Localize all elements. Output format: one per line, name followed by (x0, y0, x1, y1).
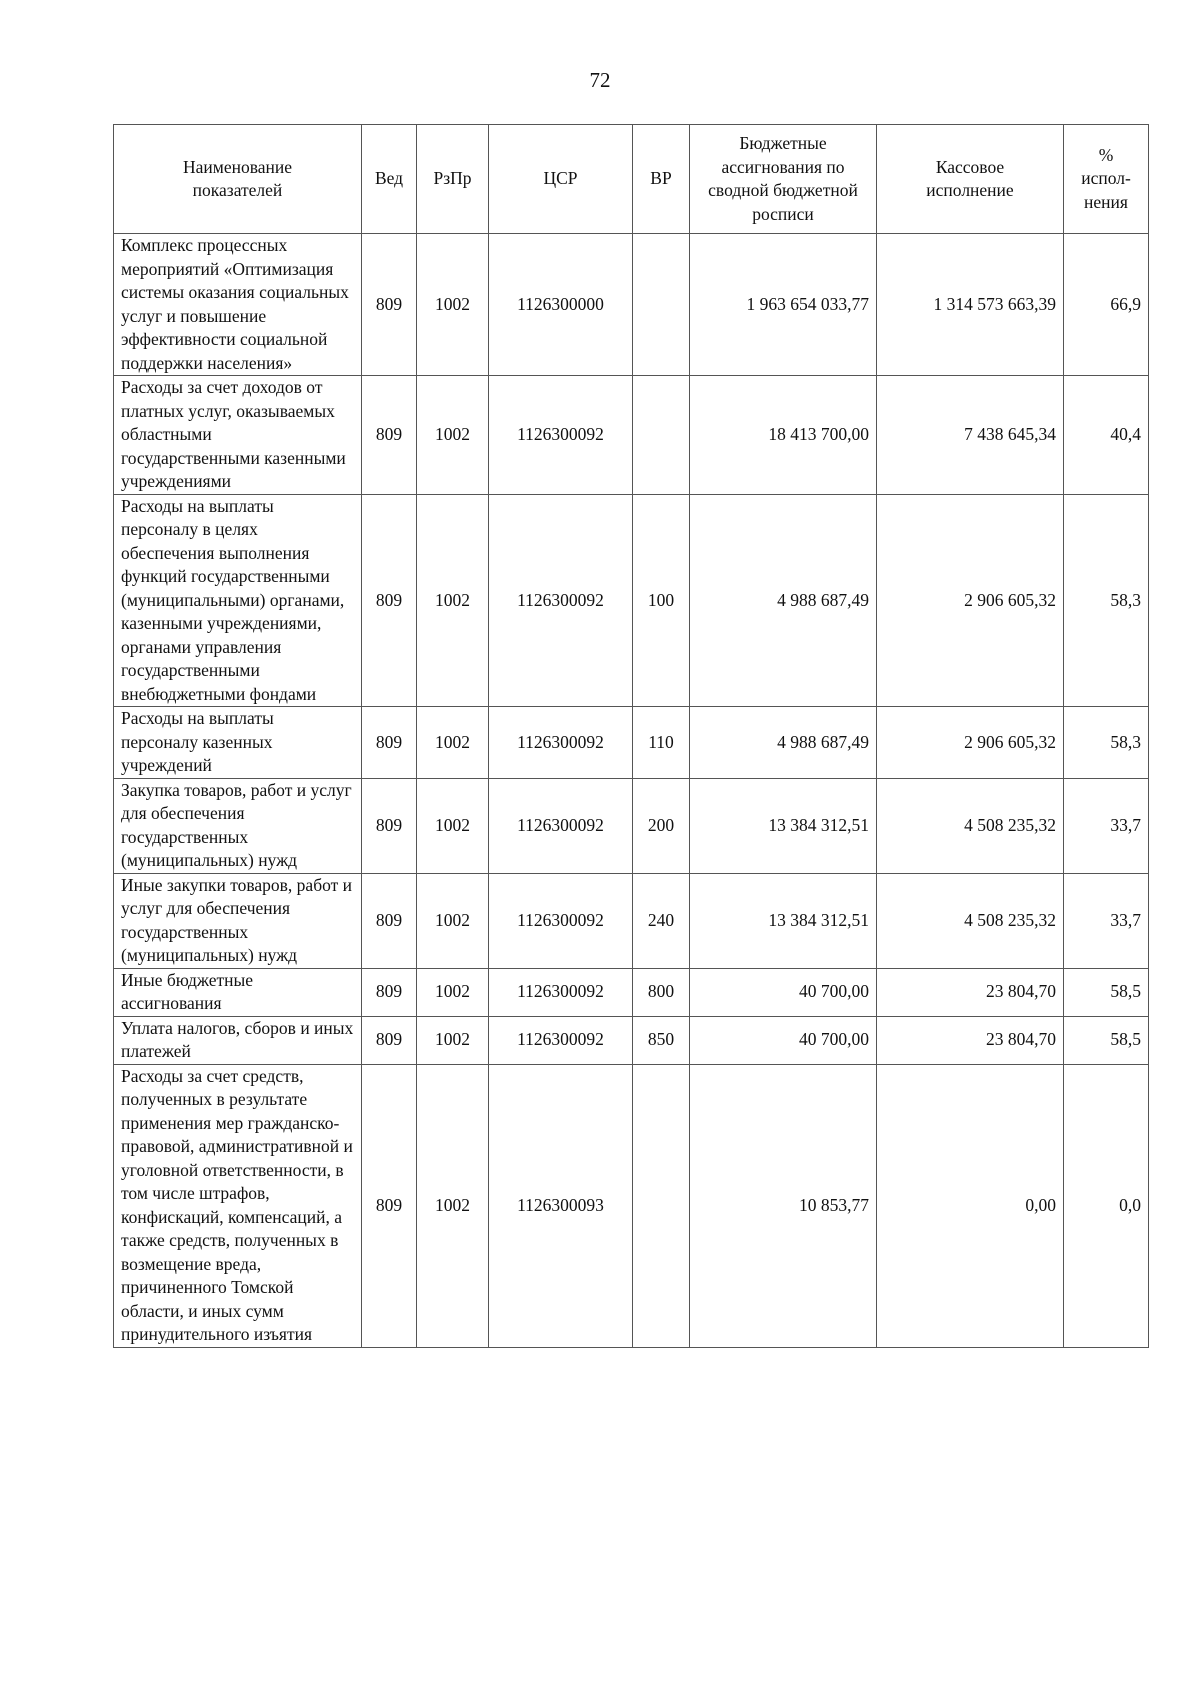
cell-name: Комплекс процессных мероприятий «Оптимизация системы оказания социальных услуг и повышение эффективности социальной поддержки населения» (114, 234, 362, 376)
table-row (114, 873, 1149, 968)
cell-pct: 58,5 (1064, 1016, 1149, 1064)
cell-csr: 1126300092 (489, 1016, 633, 1064)
page-number: 72 (589, 68, 611, 92)
cell-ved: 809 (362, 778, 417, 873)
table-row (114, 376, 1149, 495)
cell-vr: 800 (633, 968, 690, 1016)
cell-csr: 1126300092 (489, 968, 633, 1016)
cell-pct: 58,5 (1064, 968, 1149, 1016)
header-pct: % испол-нения (1064, 125, 1149, 234)
table-row (114, 1016, 1149, 1064)
header-ved: Вед (362, 125, 417, 234)
cell-csr: 1126300092 (489, 873, 633, 968)
cell-plan: 40 700,00 (690, 1016, 877, 1064)
cell-plan: 13 384 312,51 (690, 873, 877, 968)
table-row (114, 494, 1149, 707)
cell-name: Иные бюджетные ассигнования (114, 968, 362, 1016)
header-csr: ЦСР (489, 125, 633, 234)
table-row (114, 707, 1149, 779)
cell-fact: 4 508 235,32 (877, 873, 1064, 968)
cell-csr: 1126300092 (489, 494, 633, 707)
cell-rzpr: 1002 (417, 494, 489, 707)
cell-rzpr: 1002 (417, 873, 489, 968)
cell-name: Расходы за счет доходов от платных услуг, оказываемых областными государственными казенными учреждениями (114, 376, 362, 495)
cell-name: Уплата налогов, сборов и иных платежей (114, 1016, 362, 1064)
table-body (114, 234, 1149, 1348)
cell-rzpr: 1002 (417, 376, 489, 495)
cell-ved: 809 (362, 376, 417, 495)
cell-rzpr: 1002 (417, 1016, 489, 1064)
cell-csr: 1126300092 (489, 707, 633, 779)
cell-fact: 1 314 573 663,39 (877, 234, 1064, 376)
table-row (114, 968, 1149, 1016)
cell-plan: 40 700,00 (690, 968, 877, 1016)
cell-fact: 2 906 605,32 (877, 707, 1064, 779)
cell-vr (633, 1064, 690, 1347)
cell-fact: 2 906 605,32 (877, 494, 1064, 707)
cell-rzpr: 1002 (417, 1064, 489, 1347)
header-fact: Кассовое исполнение (877, 125, 1064, 234)
cell-pct: 58,3 (1064, 707, 1149, 779)
cell-ved: 809 (362, 234, 417, 376)
budget-table (113, 124, 1149, 1348)
cell-csr: 1126300000 (489, 234, 633, 376)
cell-rzpr: 1002 (417, 778, 489, 873)
cell-plan: 10 853,77 (690, 1064, 877, 1347)
cell-name: Иные закупки товаров, работ и услуг для обеспечения государственных (муниципальных) нужд (114, 873, 362, 968)
cell-ved: 809 (362, 968, 417, 1016)
header-vr: ВР (633, 125, 690, 234)
cell-pct: 58,3 (1064, 494, 1149, 707)
cell-ved: 809 (362, 707, 417, 779)
header-plan: Бюджетные ассигнования по сводной бюджетной росписи (690, 125, 877, 234)
cell-vr: 100 (633, 494, 690, 707)
cell-ved: 809 (362, 494, 417, 707)
cell-name: Расходы на выплаты персоналу в целях обеспечения выполнения функций государственными (муниципальными) органами, казенными учреждениями, органами управления государственными внебюджетными фондами (114, 494, 362, 707)
cell-name: Расходы на выплаты персоналу казенных учреждений (114, 707, 362, 779)
cell-plan: 4 988 687,49 (690, 494, 877, 707)
cell-plan: 1 963 654 033,77 (690, 234, 877, 376)
header-rzpr: РзПр (417, 125, 489, 234)
table-row (114, 234, 1149, 376)
cell-ved: 809 (362, 1064, 417, 1347)
cell-fact: 7 438 645,34 (877, 376, 1064, 495)
cell-name: Закупка товаров, работ и услуг для обеспечения государственных (муниципальных) нужд (114, 778, 362, 873)
cell-vr: 200 (633, 778, 690, 873)
cell-csr: 1126300092 (489, 376, 633, 495)
cell-fact: 23 804,70 (877, 1016, 1064, 1064)
cell-rzpr: 1002 (417, 968, 489, 1016)
cell-plan: 4 988 687,49 (690, 707, 877, 779)
cell-pct: 66,9 (1064, 234, 1149, 376)
cell-pct: 0,0 (1064, 1064, 1149, 1347)
cell-vr (633, 234, 690, 376)
header-row (114, 125, 1149, 234)
cell-rzpr: 1002 (417, 234, 489, 376)
cell-vr: 850 (633, 1016, 690, 1064)
cell-rzpr: 1002 (417, 707, 489, 779)
cell-vr: 240 (633, 873, 690, 968)
cell-fact: 4 508 235,32 (877, 778, 1064, 873)
cell-ved: 809 (362, 873, 417, 968)
cell-vr: 110 (633, 707, 690, 779)
cell-csr: 1126300093 (489, 1064, 633, 1347)
cell-pct: 33,7 (1064, 778, 1149, 873)
header-name: Наименование показателей (114, 125, 362, 234)
cell-plan: 18 413 700,00 (690, 376, 877, 495)
cell-name: Расходы за счет средств, полученных в результате применения мер гражданско-правовой, административной и уголовной ответственности, в том числе штрафов, конфискаций, компенсаций, а также средств, полученных в возмещение вреда, причиненного Томской области, и иных сумм принудительного изъятия (114, 1064, 362, 1347)
cell-pct: 40,4 (1064, 376, 1149, 495)
cell-ved: 809 (362, 1016, 417, 1064)
cell-fact: 0,00 (877, 1064, 1064, 1347)
cell-pct: 33,7 (1064, 873, 1149, 968)
cell-csr: 1126300092 (489, 778, 633, 873)
cell-fact: 23 804,70 (877, 968, 1064, 1016)
cell-plan: 13 384 312,51 (690, 778, 877, 873)
table-row (114, 778, 1149, 873)
table-row (114, 1064, 1149, 1347)
cell-vr (633, 376, 690, 495)
